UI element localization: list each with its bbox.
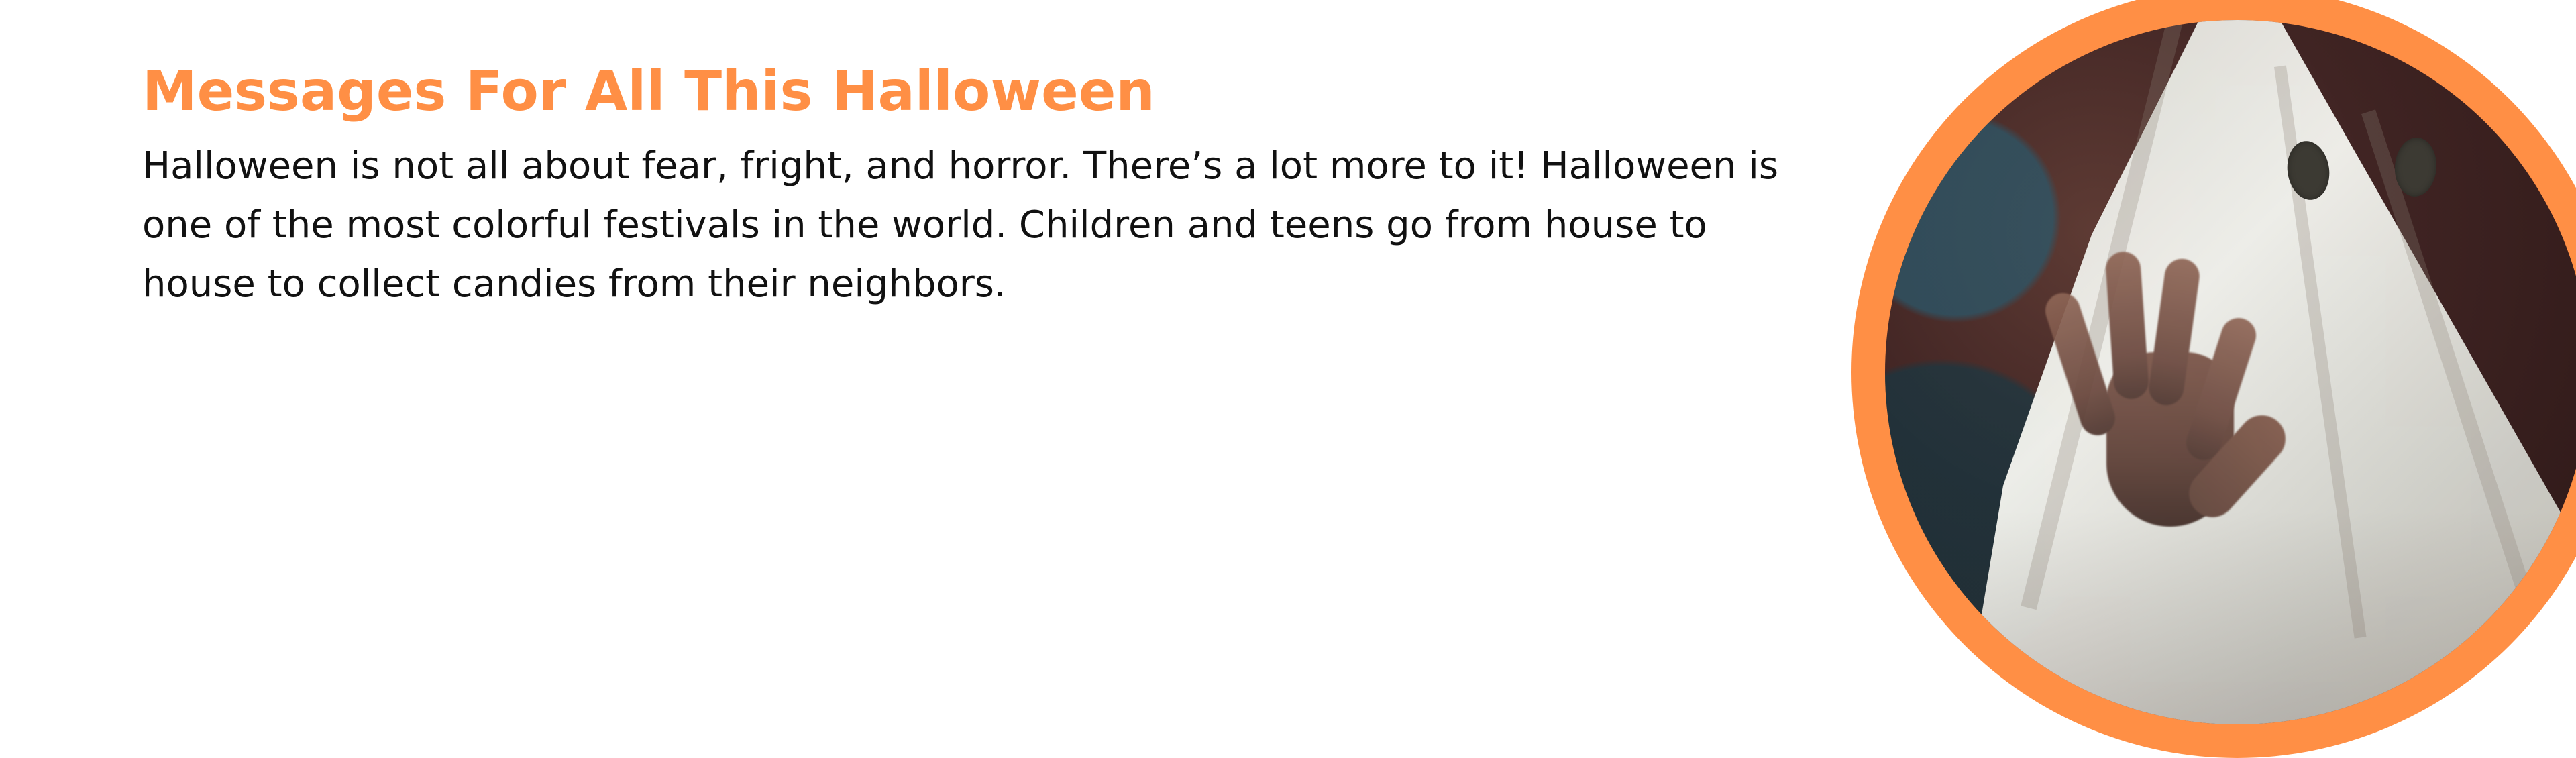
- hand-shadow: [2046, 252, 2288, 533]
- halloween-message-section: [142, 62, 1806, 314]
- ghost-photo: [1885, 20, 2576, 724]
- hero-image-area: [1851, 0, 2576, 496]
- section-title: Messages For All This Halloween: [142, 60, 1155, 123]
- section-body-text: Halloween is not all about fear, fright, and horror. There’s a lot more to it! Halloween is one of the most colorful festivals in the world. Children and teens go from house to house to collect candies from their neighbors.: [142, 144, 1779, 307]
- photo-shade: [1885, 510, 2576, 724]
- hand-finger: [2041, 288, 2119, 439]
